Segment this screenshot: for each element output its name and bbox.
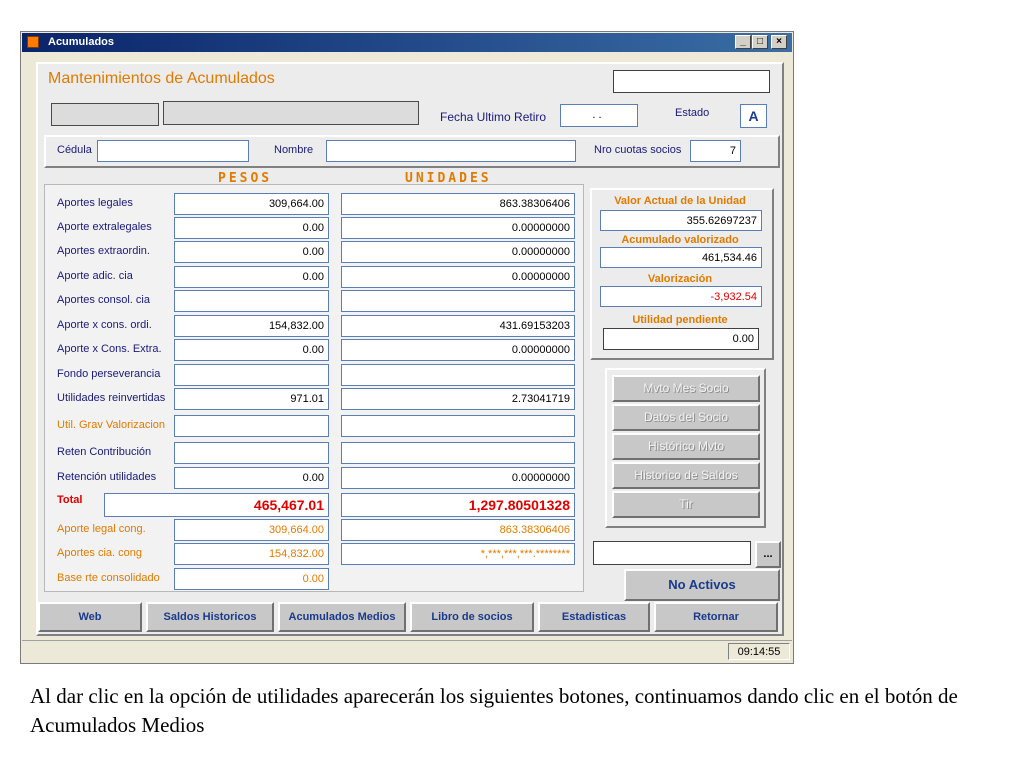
unidades-cell[interactable] bbox=[341, 290, 575, 312]
row-label: Aporte extralegales bbox=[57, 221, 152, 233]
pesos-cell[interactable]: 0.00 bbox=[174, 339, 329, 361]
unidades-cell[interactable] bbox=[341, 364, 575, 386]
unidades-cell[interactable]: 0.00000000 bbox=[341, 339, 575, 361]
tir-button[interactable]: Tir bbox=[612, 491, 760, 518]
fecha-field[interactable]: . . bbox=[560, 104, 638, 127]
app-icon bbox=[27, 36, 39, 48]
cedula-field[interactable] bbox=[97, 140, 249, 162]
title-bar[interactable] bbox=[22, 33, 792, 52]
window-title: Acumulados bbox=[48, 36, 115, 48]
extra-unidades-cell[interactable]: *,***,***,***.******** bbox=[341, 543, 575, 565]
unidades-cell[interactable] bbox=[341, 442, 575, 464]
extra-row-label: Base rte consolidado bbox=[57, 572, 160, 584]
row-label: Util. Grav Valorizacion bbox=[57, 419, 165, 431]
estado-field[interactable]: A bbox=[740, 104, 767, 128]
estado-label: Estado bbox=[675, 107, 710, 119]
row-label: Aportes consol. cia bbox=[57, 294, 150, 306]
nombre-field[interactable] bbox=[326, 140, 576, 162]
unidades-cell[interactable]: 0.00000000 bbox=[341, 266, 575, 288]
pesos-cell[interactable]: 0.00 bbox=[174, 241, 329, 263]
pesos-header: PESOS bbox=[218, 171, 273, 186]
pesos-cell[interactable] bbox=[174, 364, 329, 386]
retornar-button[interactable]: Retornar bbox=[654, 602, 778, 632]
datos-socio-button[interactable]: Datos del Socio bbox=[612, 404, 760, 431]
utilidad-label: Utilidad pendiente bbox=[632, 314, 728, 326]
row-label: Aportes legales bbox=[57, 197, 133, 209]
acumulado-field[interactable]: 461,534.46 bbox=[600, 247, 762, 268]
row-label: Retención utilidades bbox=[57, 471, 157, 483]
pesos-cell[interactable]: 0.00 bbox=[174, 266, 329, 288]
browse-button[interactable]: ... bbox=[755, 541, 781, 568]
extra-pesos-cell[interactable]: 309,664.00 bbox=[174, 519, 329, 541]
cuotas-field[interactable]: 7 bbox=[690, 140, 741, 162]
total-label: Total bbox=[57, 494, 83, 506]
extra-pesos-cell[interactable]: 0.00 bbox=[174, 568, 329, 590]
valorizacion-label: Valorización bbox=[647, 273, 713, 285]
unidades-cell[interactable]: 863.38306406 bbox=[341, 193, 575, 215]
pesos-cell[interactable]: 0.00 bbox=[174, 467, 329, 489]
cedula-label: Cédula bbox=[57, 144, 92, 156]
maximize-button[interactable]: □ bbox=[752, 35, 768, 49]
row-label: Reten Contribución bbox=[57, 446, 152, 458]
row-label: Aporte x Cons. Extra. bbox=[57, 343, 162, 355]
cuotas-label: Nro cuotas socios bbox=[594, 144, 682, 156]
page-title: Mantenimientos de Acumulados bbox=[48, 70, 275, 87]
valor-unidad-field[interactable]: 355.62697237 bbox=[600, 210, 762, 231]
libro-socios-button[interactable]: Libro de socios bbox=[410, 602, 534, 632]
pesos-cell[interactable] bbox=[174, 290, 329, 312]
row-label: Aporte adic. cia bbox=[57, 270, 133, 282]
close-button[interactable]: × bbox=[771, 35, 787, 49]
fecha-label: Fecha Ultimo Retiro bbox=[440, 110, 547, 124]
total-unidades[interactable]: 1,297.80501328 bbox=[341, 493, 575, 517]
status-bar bbox=[22, 640, 792, 663]
utilidad-field[interactable]: 0.00 bbox=[603, 328, 759, 350]
extra-pesos-cell[interactable]: 154,832.00 bbox=[174, 543, 329, 565]
code-field[interactable] bbox=[51, 103, 159, 126]
status-time: 09:14:55 bbox=[728, 643, 790, 660]
row-label: Utilidades reinvertidas bbox=[57, 392, 166, 404]
minimize-button[interactable]: _ bbox=[735, 35, 751, 49]
pesos-cell[interactable]: 154,832.00 bbox=[174, 315, 329, 337]
unidades-cell[interactable]: 431.69153203 bbox=[341, 315, 575, 337]
web-button[interactable]: Web bbox=[38, 602, 142, 632]
pesos-cell[interactable] bbox=[174, 442, 329, 464]
unidades-cell[interactable]: 0.00000000 bbox=[341, 467, 575, 489]
unidades-cell[interactable]: 2.73041719 bbox=[341, 388, 575, 410]
valorizacion-field[interactable]: -3,932.54 bbox=[600, 286, 762, 307]
row-label: Fondo perseverancia bbox=[57, 368, 161, 380]
name-display-field[interactable] bbox=[163, 101, 419, 125]
no-activos-button[interactable]: No Activos bbox=[624, 569, 780, 601]
unidades-cell[interactable]: 0.00000000 bbox=[341, 241, 575, 263]
estadisticas-button[interactable]: Estadisticas bbox=[538, 602, 650, 632]
extra-row-label: Aportes cia. cong bbox=[57, 547, 142, 559]
caption-text: Al dar clic en la opción de utilidades aparecerán los siguientes botones, continuamos dando clic en el botón de Acumulados Medios bbox=[30, 684, 958, 737]
historico-mvto-button[interactable]: Histórico Mvto bbox=[612, 433, 760, 460]
pesos-cell[interactable] bbox=[174, 415, 329, 437]
browse-path-field[interactable] bbox=[593, 541, 751, 565]
pesos-cell[interactable]: 0.00 bbox=[174, 217, 329, 239]
nombre-label: Nombre bbox=[274, 144, 314, 156]
total-pesos[interactable]: 465,467.01 bbox=[104, 493, 329, 517]
unidades-cell[interactable]: 0.00000000 bbox=[341, 217, 575, 239]
unidades-header: UNIDADES bbox=[405, 171, 492, 186]
extra-row-label: Aporte legal cong. bbox=[57, 523, 146, 535]
search-input[interactable] bbox=[613, 70, 770, 93]
mvto-mes-socio-button[interactable]: Mvto Mes Socio bbox=[612, 375, 760, 402]
pesos-cell[interactable]: 309,664.00 bbox=[174, 193, 329, 215]
row-label: Aporte x cons. ordi. bbox=[57, 319, 152, 331]
acumulado-label: Acumulado valorizado bbox=[621, 234, 739, 246]
saldos-historicos-button[interactable]: Saldos Historicos bbox=[146, 602, 274, 632]
acumulados-medios-button[interactable]: Acumulados Medios bbox=[278, 602, 406, 632]
historico-saldos-button[interactable]: Historico de Saldos bbox=[612, 462, 760, 489]
valor-unidad-label: Valor Actual de la Unidad bbox=[614, 195, 746, 207]
pesos-cell[interactable]: 971.01 bbox=[174, 388, 329, 410]
row-label: Aportes extraordin. bbox=[57, 245, 150, 257]
extra-unidades-cell[interactable]: 863.38306406 bbox=[341, 519, 575, 541]
unidades-cell[interactable] bbox=[341, 415, 575, 437]
